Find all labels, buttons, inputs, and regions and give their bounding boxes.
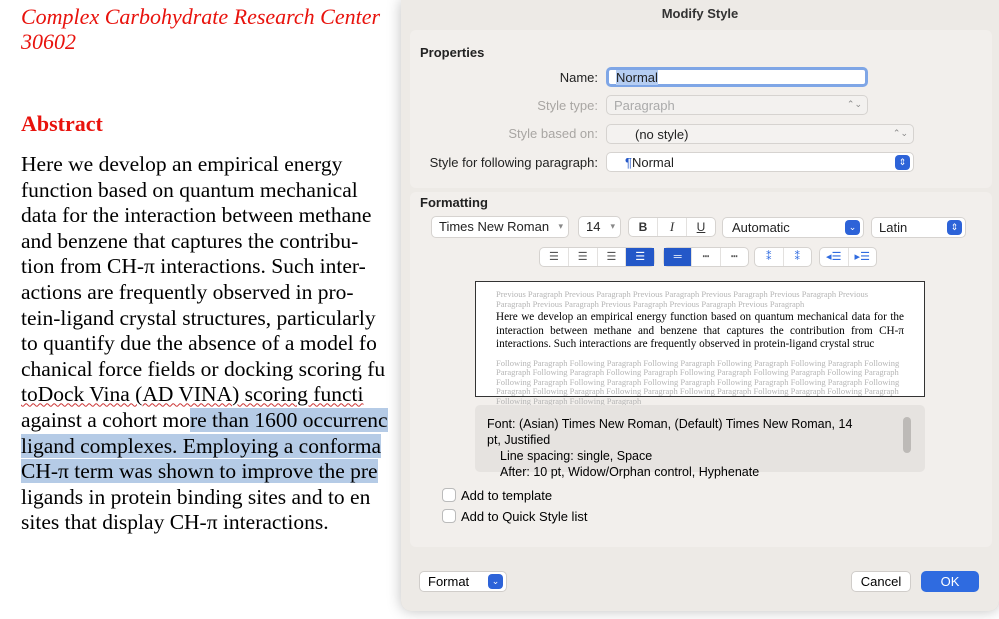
single-spacing-icon[interactable]: ═ (664, 248, 692, 266)
updown-icon: ⇕ (947, 220, 962, 235)
double-spacing-icon[interactable]: ┅ (731, 251, 738, 263)
properties-heading: Properties (420, 45, 485, 60)
one-half-spacing-icon[interactable]: ┅ (692, 248, 720, 266)
script-value: Latin (879, 220, 908, 235)
ok-button[interactable]: OK (921, 571, 979, 592)
style-buttons (628, 217, 716, 237)
following-label: Style for following paragraph: (429, 155, 598, 170)
selected-text: re than 1600 occurrenc (189, 407, 388, 432)
indent-group (819, 247, 877, 267)
description-line: Line spacing: single, Space (500, 449, 653, 463)
text-line: ligands in protein binding sites and to en (21, 484, 371, 509)
name-input[interactable] (606, 67, 868, 87)
align-right-icon[interactable]: ☰ (598, 248, 627, 266)
format-label: Format (428, 574, 470, 589)
affiliation-line: Complex Carbohydrate Research Center (21, 4, 381, 29)
text-line: chanical force fields or docking scoring fu (21, 356, 386, 381)
preview-following: Following Paragraph Following Paragraph Following Paragraph Following Paragraph Following Paragraph Following Paragraph Following Paragraph Following Paragraph Following Paragraph Following Paragraph Following Paragraph Following Paragraph Following Paragraph Following Paragraph Following Paragraph Following Paragraph Following Paragraph Following Paragraph Following Paragraph Following Paragraph Following Paragraph Following Paragraph Following Paragraph Following Paragraph (496, 357, 900, 406)
format-button[interactable] (419, 571, 507, 592)
bold-button[interactable]: B (629, 218, 658, 236)
font-value: Times New Roman (439, 219, 550, 234)
text-line: Here we develop an empirical energy (21, 152, 343, 176)
text-line: data for the interaction between methane (21, 203, 372, 228)
text-line: and benzene that captures the contribu- (21, 228, 359, 253)
following-style-select[interactable] (606, 152, 914, 172)
updown-icon: ⌃⌄ (892, 128, 908, 138)
affiliation-line: 30602 (21, 29, 76, 54)
dialog-title: Modify Style (661, 6, 739, 21)
dropdown-arrow-icon: ▾ (558, 221, 563, 231)
name-label: Name: (559, 70, 598, 85)
text-line (21, 459, 388, 485)
increase-spacing-icon[interactable]: ⁑ (794, 251, 800, 263)
style-type-value: Paragraph (614, 98, 675, 113)
preview-text: Here we develop an empirical energy function based on quantum mechanical data for the interaction between methane and benzene that captures the contribution from CH-π interactions. Such interactions are frequently observed in protein-ligand crystal struc (496, 311, 904, 350)
font-combo[interactable] (431, 216, 569, 238)
dropdown-arrow-icon: ▾ (610, 221, 615, 231)
italic-button[interactable]: I (658, 218, 687, 236)
chevron-down-icon: ⌄ (845, 220, 860, 235)
selected-text: ligand complexes. Employing a conforma (21, 433, 382, 458)
decrease-indent-icon[interactable]: ◂☰ (820, 248, 849, 266)
script-select[interactable] (871, 217, 966, 238)
based-on-label: Style based on: (508, 126, 598, 141)
text-segment: against a cohort mo (21, 407, 190, 432)
updown-icon: ⌃⌄ (846, 99, 862, 109)
add-to-template-label: Add to template (461, 488, 553, 503)
add-to-template-checkbox[interactable] (442, 488, 456, 502)
increase-indent-icon[interactable]: ▸☰ (854, 251, 870, 263)
style-type-select[interactable] (606, 95, 868, 115)
updown-icon: ⇕ (895, 155, 910, 170)
align-left-icon[interactable]: ☰ (540, 248, 569, 266)
font-color-value: Automatic (732, 220, 790, 235)
description-line: Font: (Asian) Times New Roman, (Default) Times New Roman, 14 pt, Justified (487, 417, 853, 447)
add-to-quick-style-checkbox[interactable] (442, 509, 456, 523)
chevron-down-icon: ⌄ (488, 574, 503, 589)
abstract-body[interactable] (21, 152, 388, 536)
name-value: Normal (616, 70, 658, 85)
style-type-label: Style type: (537, 98, 598, 113)
style-description (475, 405, 925, 479)
underline-button[interactable]: U (696, 220, 706, 234)
text-line (21, 408, 388, 434)
text-line: tion from CH-π interactions. Such inter- (21, 254, 366, 279)
text-line (21, 434, 388, 460)
text-line: tein-ligand crystal structures, particularly (21, 305, 376, 330)
line-spacing-group (663, 247, 749, 267)
style-preview (475, 281, 925, 406)
pilcrow-icon: ¶ (625, 155, 632, 170)
following-value: Normal (631, 155, 674, 170)
decrease-spacing-icon[interactable]: ⁑ (755, 248, 784, 266)
text-line: actions are frequently observed in pro- (21, 279, 354, 304)
text-line: sites that display CH-π interactions. (21, 510, 329, 535)
add-to-quick-style-label: Add to Quick Style list (461, 509, 588, 524)
size-combo[interactable] (578, 216, 621, 238)
text-line: to quantify due the absence of a model fo (21, 331, 377, 356)
selected-text: CH-π term was shown to improve the pre (21, 459, 378, 484)
cancel-button[interactable]: Cancel (851, 571, 911, 592)
description-line: After: 10 pt, Widow/Orphan control, Hyphenate (500, 465, 760, 479)
based-on-select[interactable] (606, 124, 914, 144)
formatting-heading: Formatting (420, 195, 488, 210)
text-line: function based on quantum mechanical (21, 177, 358, 202)
scrollbar[interactable] (903, 417, 911, 453)
based-on-value: (no style) (635, 127, 689, 142)
justify-icon[interactable]: ☰ (626, 248, 654, 266)
text-line: toDock Vina (AD VINA) scoring functi (21, 382, 364, 407)
align-center-icon[interactable]: ☰ (569, 248, 598, 266)
preview-previous: Previous Paragraph Previous Paragraph Previous Paragraph Previous Paragraph Previous Paragraph Previous Paragraph Previous Paragraph Previous Paragraph Previous Paragraph Previous Paragraph (496, 289, 869, 309)
paragraph-spacing-group (754, 247, 812, 267)
abstract-heading: Abstract (21, 111, 103, 136)
alignment-group (539, 247, 655, 267)
size-value: 14 (586, 219, 601, 234)
font-color-select[interactable] (722, 217, 864, 238)
